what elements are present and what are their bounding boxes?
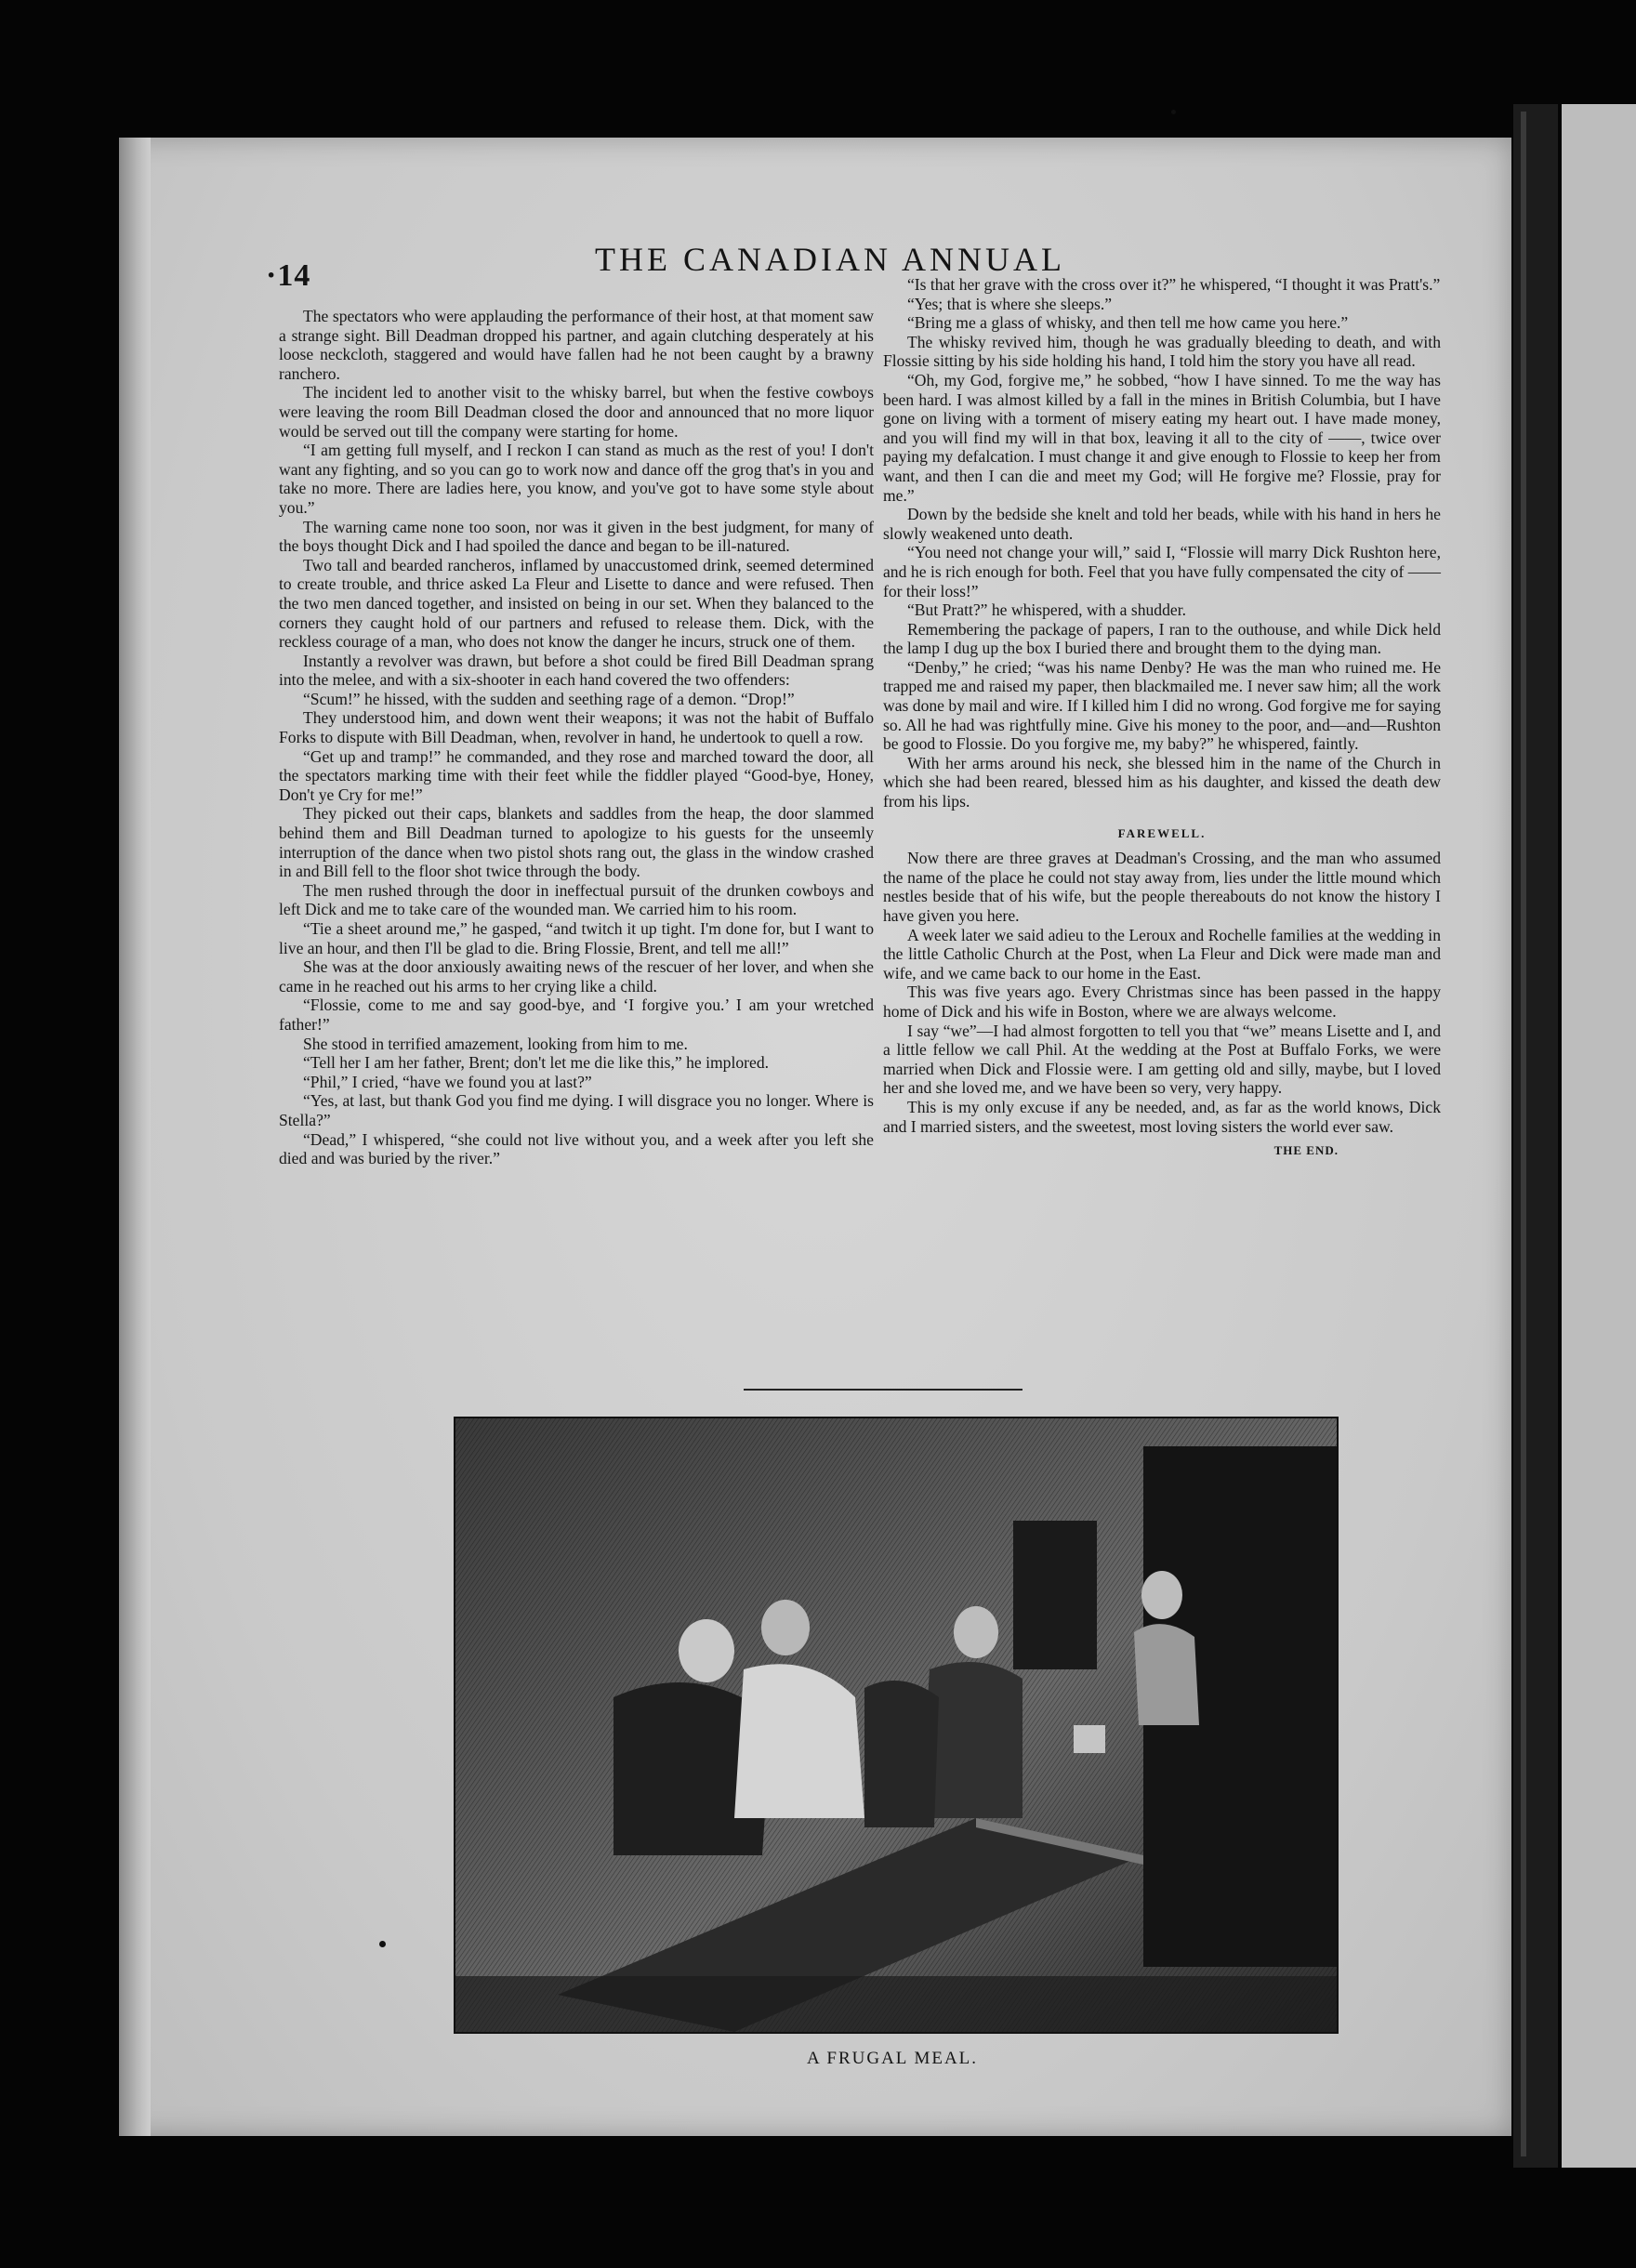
ink-speck	[1171, 110, 1176, 114]
body-paragraph: “You need not change your will,” said I, “Flossie will marry Dick Rushton here, and he is rich enough for both. Feel that you have fully compensated the city of —— for their loss!”	[883, 543, 1441, 600]
book-spine-shadow	[1521, 112, 1526, 2156]
running-head: THE CANADIAN ANNUAL	[595, 241, 1065, 278]
body-paragraph: A week later we said adieu to the Leroux and Rochelle families at the wedding in the little Catholic Church at the Post, when La Fleur and Dick were made man and wife, and we came back to our home in the East.	[883, 925, 1441, 982]
illustration-artwork	[455, 1418, 1337, 2032]
ink-speck	[379, 1941, 386, 1947]
adjacent-page-edge	[1562, 104, 1636, 2168]
body-paragraph: “I am getting full myself, and I reckon I can stand as much as the rest of you! I don't want any fighting, and so you can go to work now and dance off the grog that's in you and take no more. There are ladies here, you know, and you've got to have some style about you.”	[279, 441, 874, 517]
pitcher-shape	[1074, 1725, 1105, 1753]
body-paragraph: “Bring me a glass of whisky, and then tell me how came you here.”	[907, 313, 1349, 333]
body-paragraph: “Get up and tramp!” he commanded, and they rose and marched toward the door, all the spectators marking time with their feet while the fiddler played “Good-bye, Honey, Don't ye Cry for me!”	[279, 746, 874, 804]
body-paragraph: “Tie a sheet around me,” he gasped, “and twitch it up tight. I'm done for, but I want to live an hour, and then I'll be glad to die. Bring Flossie, Brent, and tell me all!”	[279, 919, 874, 957]
body-paragraph: She was at the door anxiously awaiting news of the rescuer of her lover, and when she came in he reached out his arms to her crying like a child.	[279, 957, 874, 996]
right-column-closing-paragraphs	[883, 849, 1441, 1136]
page-number: ·14	[266, 258, 311, 293]
body-paragraph: Instantly a revolver was drawn, but before a shot could be fired Bill Deadman sprang into the melee, and with a six-shooter in each hand covered the two offenders:	[279, 651, 874, 690]
body-paragraph: I say “we”—I had almost forgotten to tell you that “we” means Lisette and I, and a little fellow we call Phil. At the wedding at the Post at Buffalo Forks, we were married when Dick and Flossie were. I am getting old and silly, maybe, but I loved her and she loved me, and we have been so very, very happy.	[883, 1021, 1441, 1098]
body-paragraph: This was five years ago. Every Christmas since has been passed in the happy home of Dick and his wife in Boston, where we are always welcome.	[883, 982, 1441, 1021]
body-paragraph: “Yes; that is where she sleeps.”	[907, 294, 1113, 313]
diner-head-1	[679, 1619, 734, 1682]
body-paragraph: The warning came none too soon, nor was it given in the best judgment, for many of the boys thought Dick and I had spoiled the dance and began to be ill-natured.	[279, 517, 874, 556]
figure-at-door	[1141, 1571, 1182, 1619]
diner-head-3	[954, 1606, 998, 1658]
right-column-paragraphs	[883, 275, 1441, 811]
body-paragraph: Remembering the package of papers, I ran to the outhouse, and while Dick held the lamp I dug up the box I buried there and brought them to the dying man.	[883, 619, 1441, 658]
right-text-column	[883, 275, 1441, 1161]
body-paragraph: “Denby,” he cried; “was his name Denby? He was the man who ruined me. He trapped me and raised my paper, then blackmailed me. I never saw him; all the work was done by mail and wire. If I killed him I did no wrong. God forgive me for saying so. All he had was rightfully mine. Give his money to the poor, and—and—Rushton be good to Flossie. Do you forgive me, my baby?” he whispered, faintly.	[883, 657, 1441, 754]
body-paragraph: “Yes, at last, but thank God you find me dying. I will disgrace you no longer. Where is Stella?”	[279, 1091, 874, 1129]
engraving-illustration	[454, 1417, 1339, 2034]
illustration-caption: A FRUGAL MEAL.	[806, 2049, 979, 2068]
body-paragraph: “Tell her I am her father, Brent; don't let me die like this,” he implored.	[303, 1053, 770, 1073]
body-paragraph: “Is that her grave with the cross over it?” he whispered, “I thought it was Pratt's.”	[907, 275, 1441, 294]
body-paragraph: “Oh, my God, forgive me,” he sobbed, “how I have sinned. To me the way has been hard. I was almost killed by a fall in the mines in British Columbia, but I have gone on living with a torment of misery eating my heart out. I have made money, and you will find my will in that box, leaving it all to the city of ——, twice over paying my defalcation. I must change it and give enough to Flossie to keep her from want, and then I can die and meet my God; will He forgive me? Flossie, pray for me.”	[883, 370, 1441, 505]
body-paragraph: Now there are three graves at Deadman's Crossing, and the man who assumed the name of the place he could not stay away from, lies under the little mound which nestles beside that of his wife, but the people thereabouts do not know the history I have given you here.	[883, 849, 1441, 925]
section-rule	[744, 1389, 1022, 1391]
body-paragraph: “Dead,” I whispered, “she could not live without you, and a week after you left she died and was buried by the river.”	[279, 1129, 874, 1168]
body-paragraph: With her arms around his neck, she blessed him in the name of the Church in which she had been reared, blessed him as his daughter, and kissed the death dew from his lips.	[883, 753, 1441, 811]
body-paragraph: They picked out their caps, blankets and saddles from the heap, the door slammed behind them and Bill Deadman turned to apologize to his guests for the unseemly interruption of the dance when two pistol shots rang out, the glass in the window crashed in and Bill fell to the floor shot twice through the body.	[279, 804, 874, 881]
body-paragraph: The incident led to another visit to the whisky barrel, but when the festive cowboys were leaving the room Bill Deadman closed the door and announced that no more liquor would be served out till the company were starting for home.	[279, 383, 874, 441]
body-paragraph: Down by the bedside she knelt and told her beads, while with his hand in hers he slowly weakened unto death.	[883, 505, 1441, 543]
body-paragraph: Two tall and bearded rancheros, inflamed by unaccustomed drink, seemed determined to create trouble, and thrice asked La Fleur and Lisette to dance and were refused. Then the two men danced together, and insisted on being in our set. When they balanced to the corners they caught hold of our partners and refused to release them. Dick, with the reckless courage of a man, who does not know the danger he incurs, struck one of them.	[279, 555, 874, 652]
body-paragraph: “Scum!” he hissed, with the sudden and seething rage of a demon. “Drop!”	[303, 689, 795, 708]
window-shape	[1013, 1521, 1097, 1669]
body-paragraph: The whisky revived him, though he was gradually bleeding to death, and with Flossie sitting by his side holding his hand, I told him the story you have all read.	[883, 332, 1441, 371]
body-paragraph: “But Pratt?” he whispered, with a shudder.	[907, 600, 1186, 620]
page-gutter-edge	[119, 138, 151, 2136]
diner-head-2	[761, 1600, 810, 1655]
body-paragraph: This is my only excuse if any be needed, and, as far as the world knows, Dick and I married sisters, and the sweetest, most loving sisters the world ever saw.	[883, 1097, 1441, 1136]
body-paragraph: “Flossie, come to me and say good-bye, and ‘I forgive you.’ I am your wretched father!”	[279, 996, 874, 1034]
body-paragraph: The spectators who were applauding the performance of their host, at that moment saw a strange sight. Bill Deadman dropped his partner, and again clutching desperately at his loose neckcloth, staggered and would have fallen had he not been caught by a brawny ranchero.	[279, 307, 874, 383]
body-paragraph: The men rushed through the door in ineffectual pursuit of the drunken cowboys and left Dick and me to take care of the wounded man. We carried him to his room.	[279, 880, 874, 919]
end-mark: THE END.	[1273, 1143, 1339, 1158]
body-paragraph: They understood him, and down went their weapons; it was not the habit of Buffalo Forks to dispute with Bill Deadman, when, revolver in hand, he undertook to quell a row.	[279, 708, 874, 747]
body-paragraph: She stood in terrified amazement, looking from him to me.	[303, 1034, 688, 1053]
left-text-column	[279, 307, 874, 1168]
body-paragraph: “Phil,” I cried, “have we found you at last?”	[303, 1072, 592, 1091]
section-heading: FAREWELL.	[1117, 825, 1207, 840]
